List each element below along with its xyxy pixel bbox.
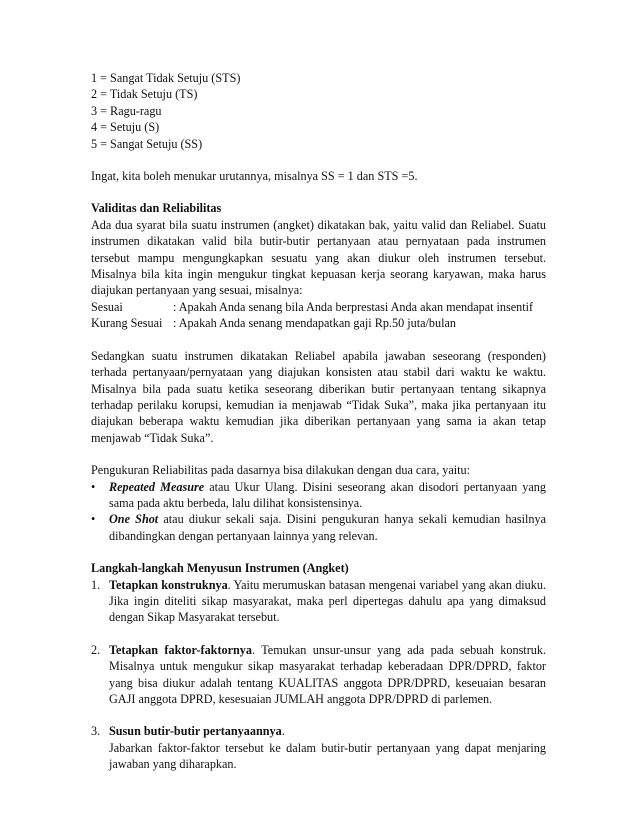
step-text: . Temukan unsur-unsur yang ada pada sebuah konstruk. Misalnya untuk mengukur sikap masyarakat terhadap keberadaan DPR/DPRD, faktor yang bisa diukur adalah tentang KUALITAS anggota DPR/DPRD, keseuaian besaran GAJI anggota DPRD, kesesuaian JUMLAH anggota DPR/DPRD di parlemen. (109, 642, 546, 706)
section-title-steps: Langkah-langkah Menyusun Instrumen (Angket) (91, 561, 349, 576)
reliability-paragraph: Sedangkan suatu instrumen dikatakan Reliabel apabila jawaban seseorang (responden) terhada pertanyaan/pernyataan yang diajukan konsisten atau stabil dari waktu ke waktu. Misalnya bila pada suatu ketika seseorang diberikan butir pertanyaan tentang sikapnya terhadap perilaku korupsi, kemudian ia menjawab “Tidak Suka”, maka jika pertanyaan itu diajukan beberapa waktu kemudian jika diberikan pertanyaan yang sama ia akan tetap menjawab “Tidak Suka”. (91, 348, 546, 445)
example-label: Kurang Sesuai (91, 316, 163, 331)
step-number: 2. (91, 642, 101, 657)
step-text: . (281, 724, 285, 739)
scale-item: 2 = Tidak Setuju (TS) (91, 87, 198, 102)
method-text: atau diukur sekali saja. Disini pengukuran hanya sekali kemudian hasilnya dibandingkan dengan pertanyaan lainnya yang relevan. (109, 512, 546, 543)
step-number: 1. (91, 577, 101, 592)
scale-item: 4 = Setuju (S) (91, 120, 160, 135)
steps-list (91, 577, 546, 773)
measurement-list (91, 479, 546, 545)
scale-item: 1 = Sangat Tidak Setuju (STS) (91, 71, 241, 85)
step-term: Tetapkan faktor-faktornya (109, 642, 252, 657)
list-item (91, 511, 546, 544)
example-label: Sesuai (91, 299, 123, 314)
list-item (91, 577, 546, 626)
step-number: 3. (91, 724, 101, 739)
validity-paragraph: Ada dua syarat bila suatu instrumen (angket) dikatakan bak, yaitu valid dan Reliabel. Suatu instrumen dikatakan valid bila butir-butir pertanyaan atau pernyataan pada instrumen tersebut mampu mengungkapkan sesuatu yang akan diukur oleh instrumen tersebut. Misalnya bila kita ingin mengukur tingkat kepuasan kerja seorang karyawan, maka harus diajukan pertanyaan yang sesuai, misalnya: (91, 217, 546, 298)
method-term: Repeated Measure (109, 479, 205, 494)
document-page (91, 70, 546, 773)
example-row (91, 299, 546, 315)
example-row (91, 315, 546, 331)
method-text: atau Ukur Ulang. Disini seseorang akan disodori pertanyaan yang sama pada aktu berbeda, lalu dilihat konsistensinya. (109, 479, 546, 510)
step-extra: Jabarkan faktor-faktor tersebut ke dalam butir-butir pertanyaan yang dapat menjaring jawaban yang diharapkan. (109, 740, 546, 772)
bullet-icon: • (91, 512, 96, 527)
method-term: One Shot (109, 512, 159, 527)
bullet-icon: • (91, 479, 96, 494)
step-term: Tetapkan konstruknya (109, 577, 228, 592)
section-title-validity: Validitas dan Reliabilitas (91, 201, 222, 216)
measurement-intro: Pengukuran Reliabilitas pada dasarnya bisa dilakukan dengan dua cara, yaitu: (91, 463, 471, 478)
scale-item: 5 = Sangat Setuju (SS) (91, 136, 203, 151)
list-item (91, 642, 546, 708)
example-text: : Apakah Anda senang mendapatkan gaji Rp.50 juta/bulan (173, 316, 456, 331)
likert-scale-list (91, 70, 546, 152)
step-text: . Yaitu merumuskan batasan mengenai variabel yang akan diuku. Jika ingin diteliti sikap masyarakat, maka perl dipertegas dahulu apa yang dimaksud dengan Sikap Masyarakat tersebut. (109, 577, 546, 625)
example-text: : Apakah Anda senang bila Anda berprestasi Anda akan mendapat insentif (173, 299, 534, 314)
step-term: Susun butir-butir pertanyaannya (109, 724, 282, 739)
list-item (91, 723, 546, 772)
order-note: Ingat, kita boleh menukar urutannya, misalnya SS = 1 dan STS =5. (91, 169, 418, 184)
scale-item: 3 = Ragu-ragu (91, 103, 162, 118)
list-item (91, 479, 546, 512)
